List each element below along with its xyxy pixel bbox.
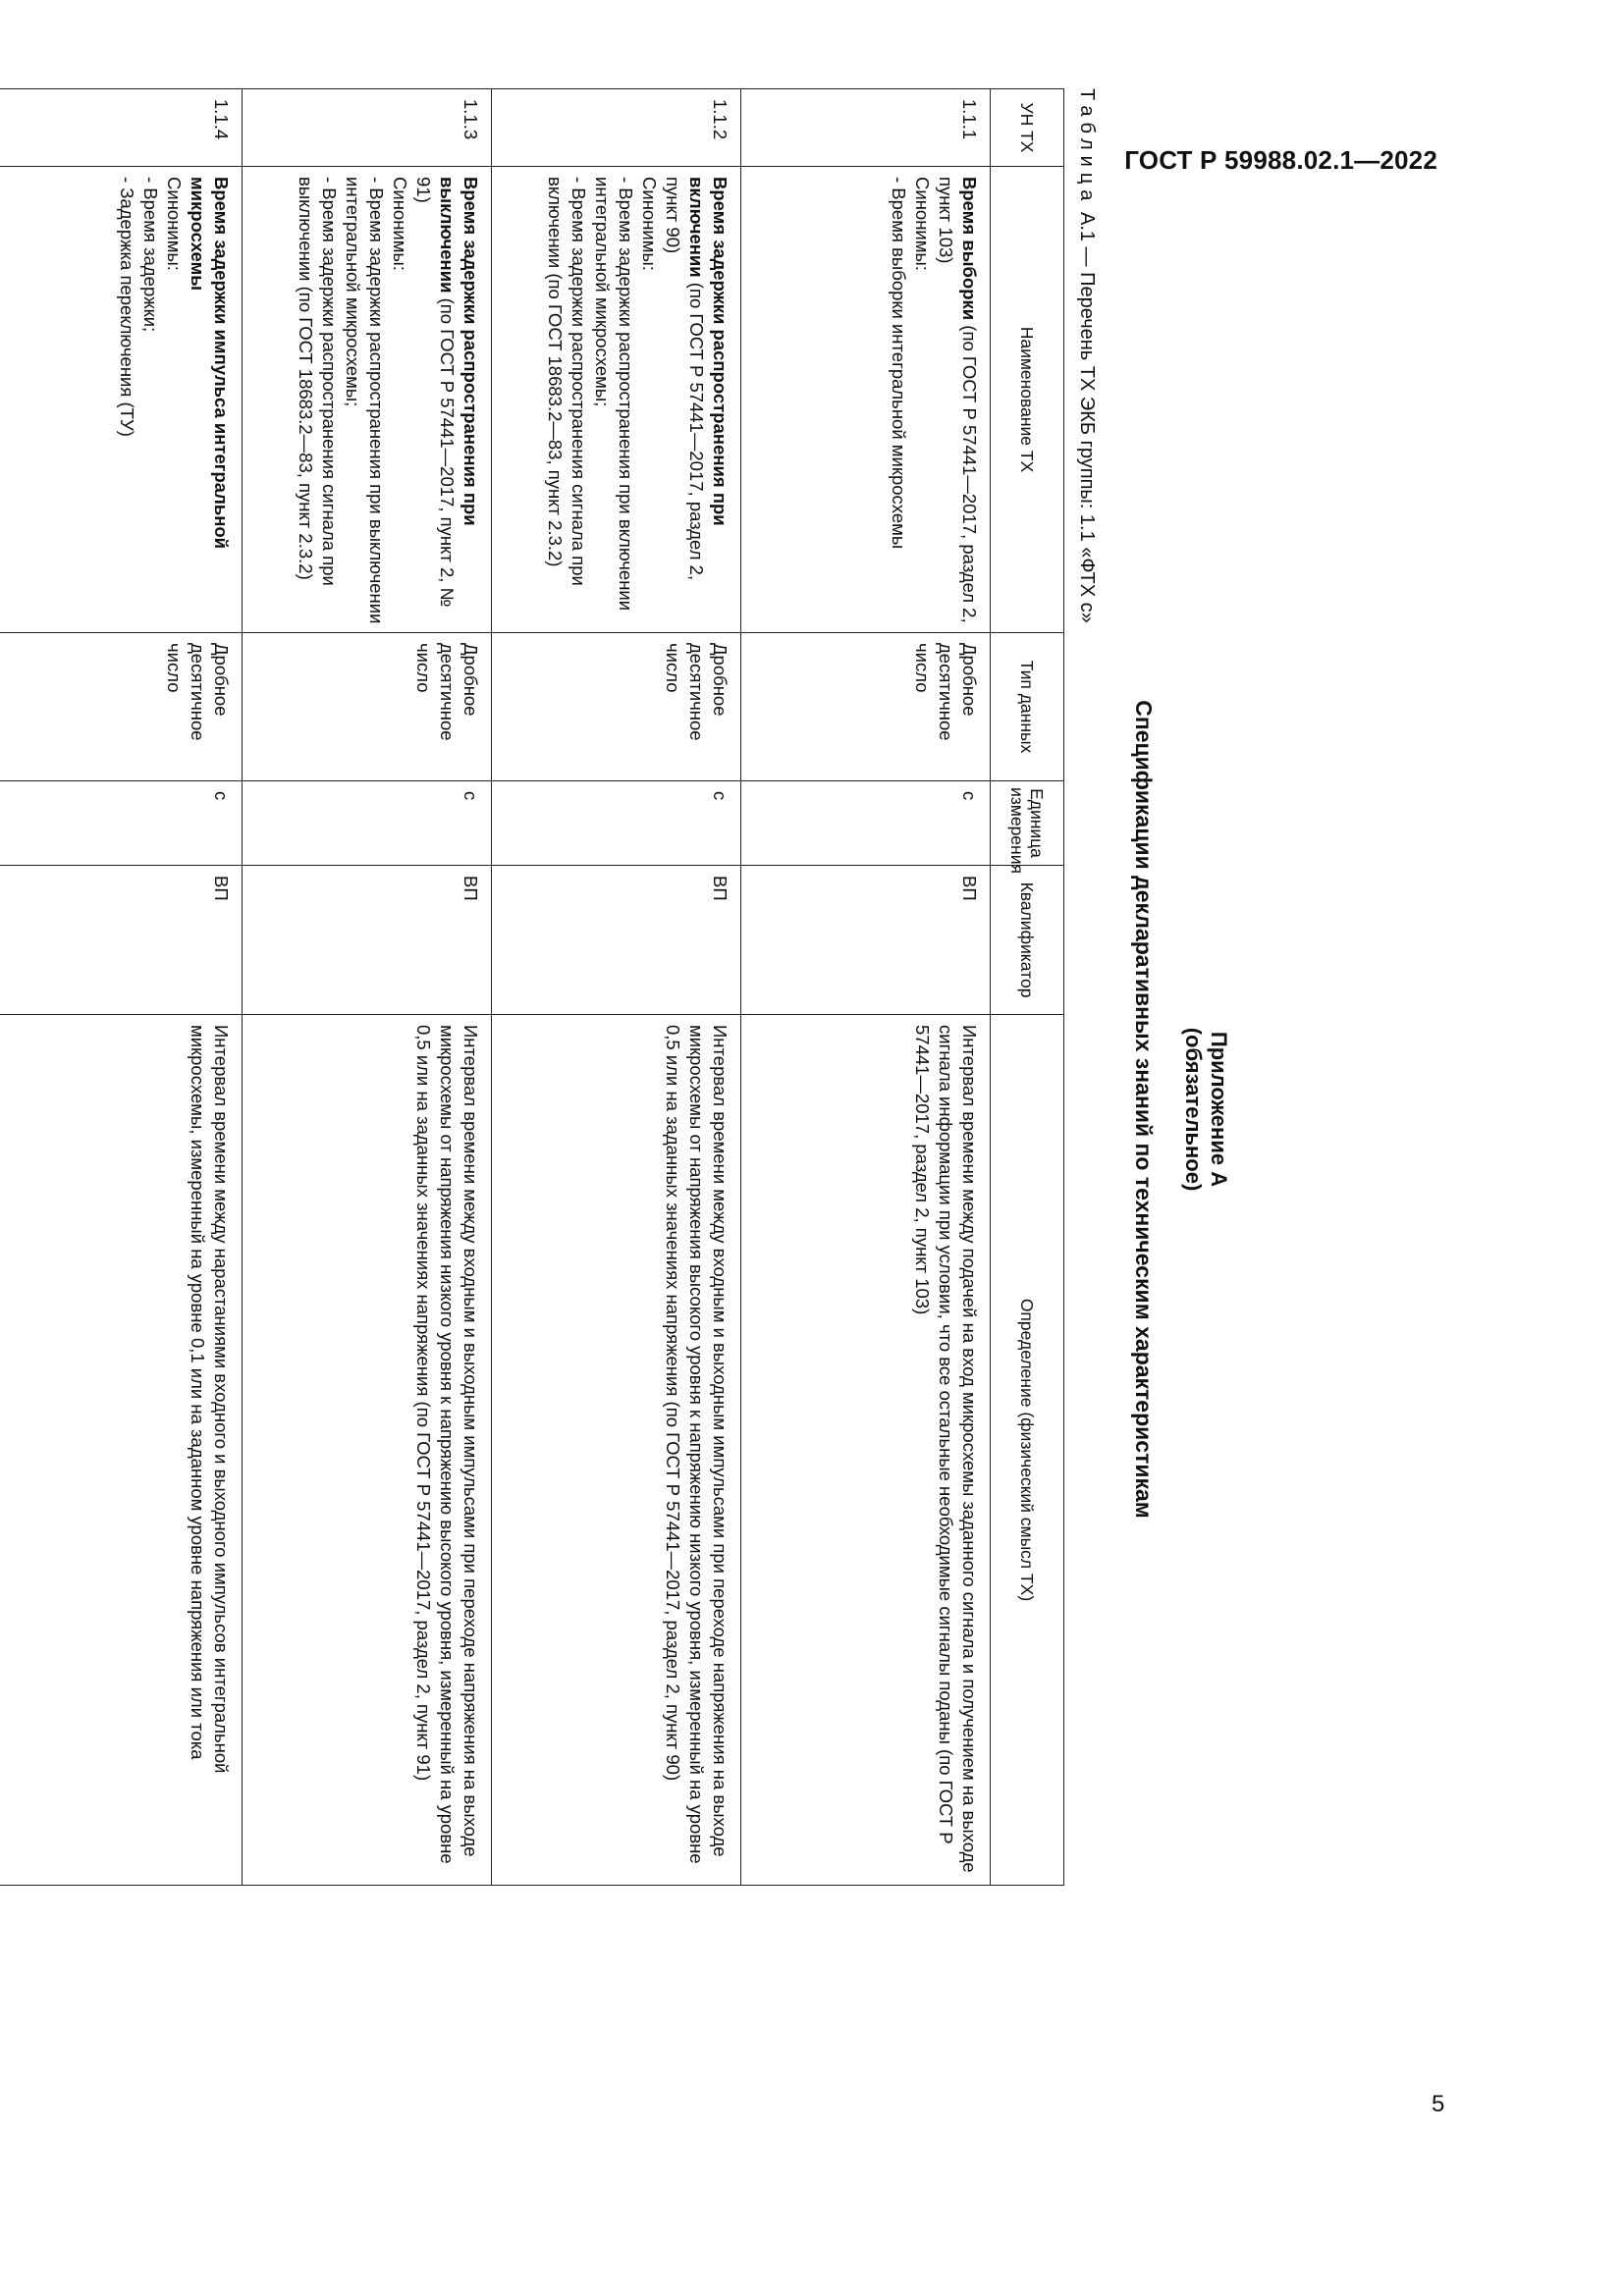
annex-heading — [1180, 88, 1231, 2130]
cell-name — [741, 167, 991, 633]
cell-qualifier: ВП — [492, 866, 741, 1015]
cell-id: 1.1.3 — [243, 89, 492, 167]
annex-status: (обязательное) — [1181, 1027, 1206, 1192]
cell-name — [492, 167, 741, 633]
cell-id: 1.1.1 — [741, 89, 991, 167]
col-header-name: Наименование ТХ — [991, 167, 1064, 633]
cell-unit: с — [741, 781, 991, 866]
synonyms-label: Синонимы: — [912, 177, 933, 271]
cell-type: Дробное десятичное число — [492, 633, 741, 781]
table-header-row — [991, 89, 1064, 1886]
cell-qualifier: ВП — [243, 866, 492, 1015]
cell-type: Дробное десятичное число — [0, 633, 243, 781]
synonym-item: - Время задержки распространения при включении интегральной микросхемы; — [592, 177, 636, 612]
term-bold: Время выборки — [959, 177, 980, 321]
synonym-item: - Задержка переключения (ТУ) — [117, 177, 137, 437]
term-bold: Время задержки распространения при включении — [686, 177, 731, 526]
cell-unit: с — [243, 781, 492, 866]
cell-definition: Интервал времени между подачей на вход микросхемы заданного сигнала и получением на выходе сигнала информации при условии, что все остальные необходимые сигналы поданы (по ГОСТ Р 57441—2017, раздел 2, пункт 103) — [741, 1015, 991, 1886]
table-row — [741, 89, 991, 1886]
cell-name — [243, 167, 492, 633]
term-bold: Время задержки распространения при выключении — [437, 177, 481, 526]
synonym-item: - Время выборки интегральной микросхемы — [889, 177, 909, 550]
synonyms-label: Синонимы: — [639, 177, 660, 271]
synonym-item: - Время задержки распространения сигнала при включении (по ГОСТ 18683.2—83, пункт 2.3.2) — [545, 177, 589, 586]
table-caption-lead: Таблица — [1076, 88, 1098, 207]
term-source: (по ГОСТ Р 57441—2017, пункт 2, № 91) — [413, 177, 458, 608]
page-number: 5 — [1432, 2091, 1445, 2117]
cell-unit: с — [0, 781, 243, 866]
cell-definition: Интервал времени между нарастаниями входного и выходного импульсов интегральной микросхемы, измеренный на уровне 0,1 или на заданном уровне напряжения или тока — [0, 1015, 243, 1886]
document-code: ГОСТ Р 59988.02.1—2022 — [1124, 145, 1437, 175]
cell-name — [0, 167, 243, 633]
col-header-unit: Единица измерения — [991, 781, 1064, 866]
cell-qualifier: ВП — [0, 866, 243, 1015]
col-header-id: УН ТХ — [991, 89, 1064, 167]
synonym-item: - Время задержки; — [140, 177, 161, 333]
table-row — [492, 89, 741, 1886]
name-term-line — [934, 177, 981, 624]
table-caption — [1075, 88, 1098, 623]
name-term-line — [661, 177, 731, 624]
tx-table — [0, 88, 1064, 1886]
cell-qualifier: ВП — [741, 866, 991, 1015]
col-header-qualifier: Квалификатор — [991, 866, 1064, 1015]
term-source: (по ГОСТ Р 57441—2017, раздел 2, пункт 90) — [663, 177, 707, 581]
name-term-line — [411, 177, 482, 624]
cell-unit: с — [492, 781, 741, 866]
cell-type: Дробное десятичное число — [243, 633, 492, 781]
table-caption-text: А.1 — Перечень ТХ ЭКБ группы: 1.1 «ФТХ с» — [1076, 211, 1098, 623]
cell-id: 1.1.2 — [492, 89, 741, 167]
annex-title: Приложение А — [1207, 1031, 1231, 1188]
rotated-landscape-page — [117, 88, 1267, 2130]
spec-title: Спецификации декларативных знаний по техническим характеристикам — [1131, 700, 1157, 1519]
synonyms-label: Синонимы: — [390, 177, 410, 271]
synonym-item: - Время задержки распространения при выключении интегральной микросхемы; — [343, 177, 387, 624]
name-term-line — [186, 177, 233, 624]
table-row — [0, 89, 243, 1886]
table-row — [243, 89, 492, 1886]
col-header-type: Тип данных — [991, 633, 1064, 781]
cell-definition: Интервал времени между входным и выходным импульсами при переходе напряжения на выходе микросхемы от напряжения высокого уровня к напряжению низкого уровня, измеренный на уровне 0,5 или на заданных значениях напряжения (по ГОСТ Р 57441—2017, раздел 2, пункт 90) — [492, 1015, 741, 1886]
col-header-definition: Определение (физический смысл ТХ) — [991, 1015, 1064, 1886]
synonym-item: - Время задержки распространения сигнала при выключении (по ГОСТ 18683.2—83, пункт 2.3.2) — [296, 177, 340, 586]
cell-id: 1.1.4 — [0, 89, 243, 167]
cell-definition: Интервал времени между входным и выходным импульсами при переходе напряжения на выходе микросхемы от напряжения низкого уровня к напряжению высокого уровня, измеренный на уровне 0,5 или на заданных значениях напряжения (по ГОСТ Р 57441—2017, раздел 2, пункт 91) — [243, 1015, 492, 1886]
term-source: (по ГОСТ Р 57441—2017, раздел 2, пункт 103) — [936, 177, 980, 623]
cell-type: Дробное десятичное число — [741, 633, 991, 781]
term-bold: Время задержки импульса интегральной микросхемы — [188, 177, 232, 550]
synonyms-label: Синонимы: — [164, 177, 185, 271]
